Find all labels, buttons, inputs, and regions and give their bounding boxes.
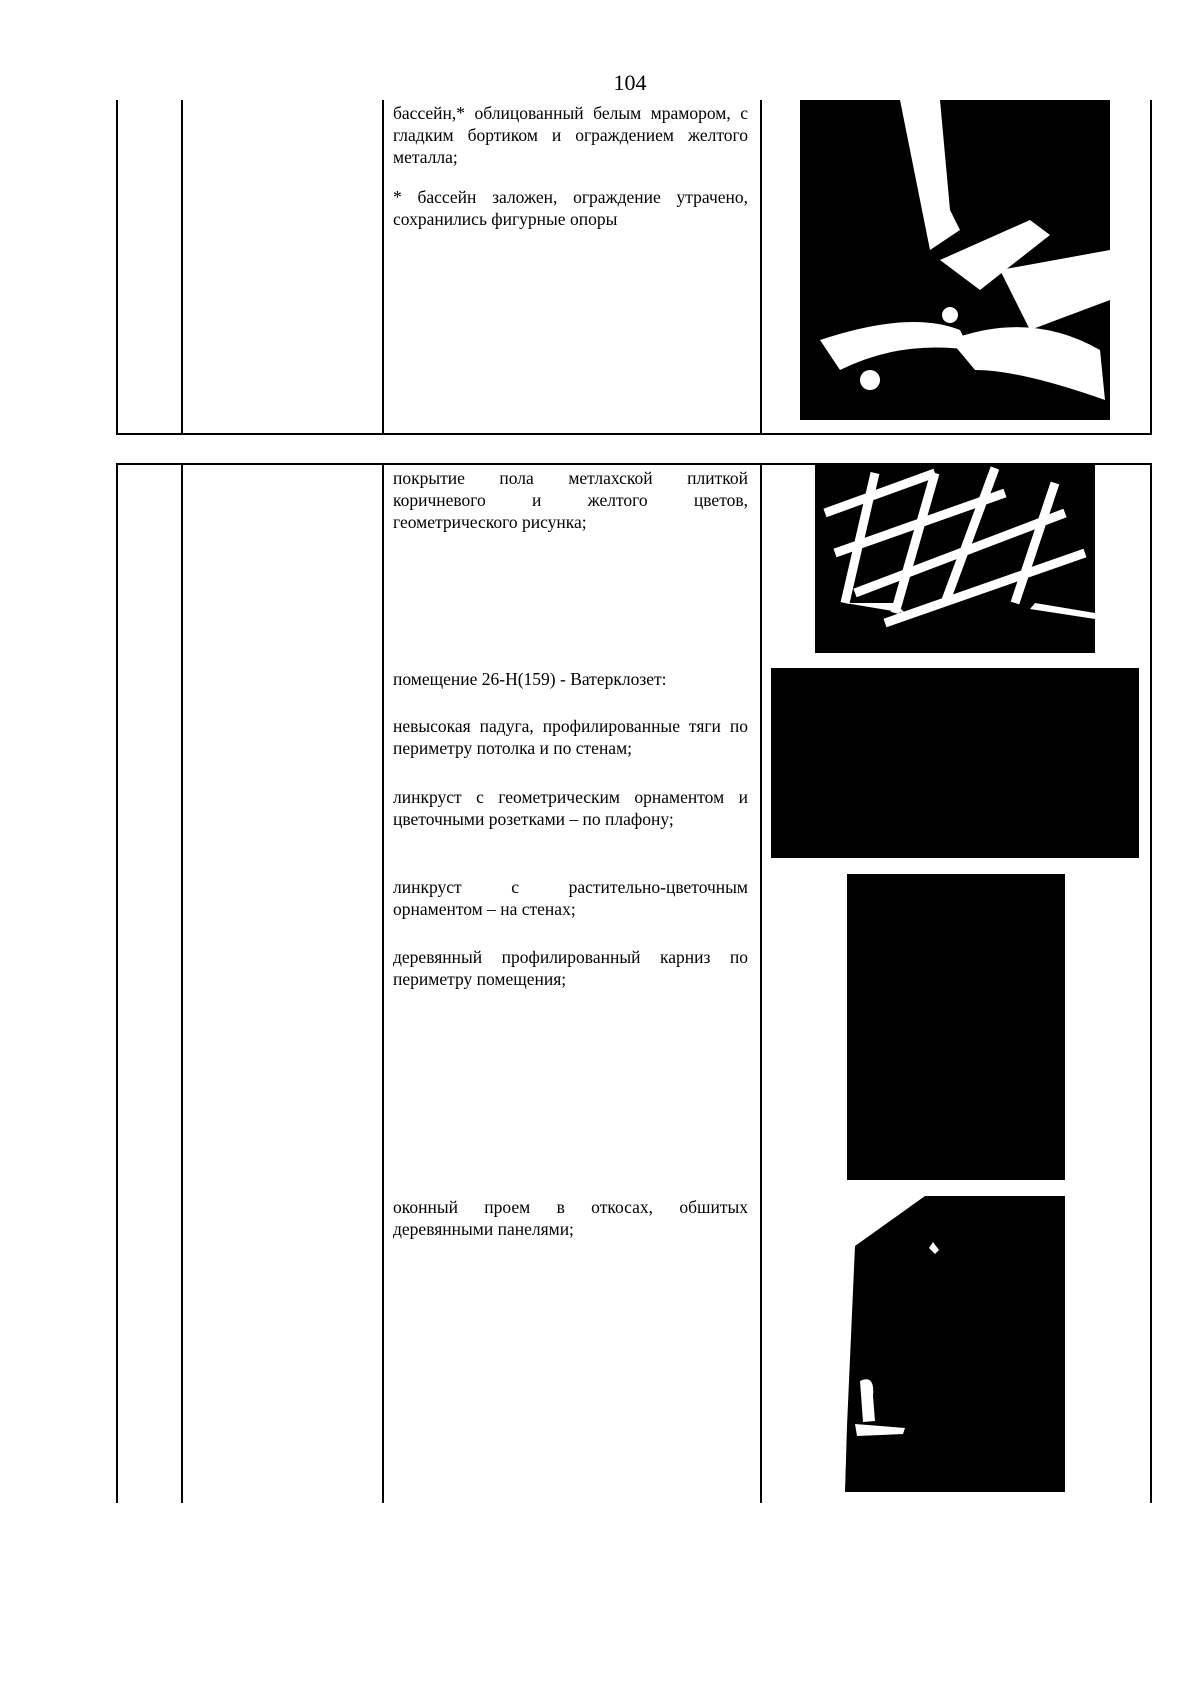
floor-text: покрытие пола метлахской плиткой коричневого и желтого цветов, геометрического рисунка;: [393, 468, 748, 532]
padug-text: невысокая падуга, профилированные тяги по периметру потолка и по стенам;: [393, 716, 748, 758]
ceiling-photo: [771, 668, 1139, 858]
table1-border-bottom: [116, 433, 1152, 435]
lincrusta-ceiling-text: линкруст с геометрическим орнаментом и цветочными розетками – по плафону;: [393, 787, 748, 829]
lincrusta-walls-text: линкруст с растительно-цветочным орнаментом – на стенах;: [393, 877, 748, 919]
pool-note: * бассейн заложен, ограждение утрачено, сохранились фигурные опоры: [393, 187, 748, 229]
table2-border-left: [116, 463, 118, 1503]
room-heading: помещение 26-Н(159) - Ватерклозет:: [393, 669, 667, 689]
table1-description-cell: [393, 102, 748, 230]
pool-description: бассейн,* облицованный белым мрамором, с гладким бортиком и ограждением желтого металла;: [393, 103, 748, 167]
window-text: оконный проем в откосах, обшитых деревянными панелями;: [393, 1197, 748, 1239]
table1-divider-1: [181, 100, 183, 435]
table2-divider-2: [382, 463, 384, 1503]
table1-border-left: [116, 100, 118, 435]
table1-divider-2: [382, 100, 384, 435]
cornice-text: деревянный профилированный карниз по периметру помещения;: [393, 947, 748, 989]
table1-border-right: [1150, 100, 1152, 435]
window-panel-photo: [845, 1196, 1065, 1492]
floor-tile-photo: [815, 463, 1095, 653]
table2-divider-3: [760, 463, 762, 1503]
page-number: 104: [613, 70, 647, 95]
wall-lincrusta-photo: [847, 874, 1065, 1180]
pool-photo: [800, 100, 1110, 420]
table1-divider-3: [760, 100, 762, 435]
table2-border-right: [1150, 463, 1152, 1503]
table2-divider-1: [181, 463, 183, 1503]
